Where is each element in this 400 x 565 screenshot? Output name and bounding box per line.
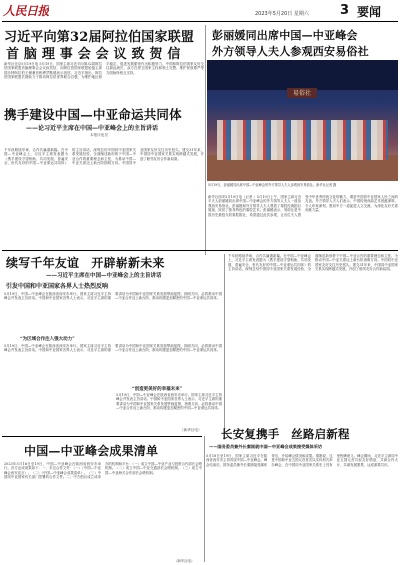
source-credit: （新华社电）: [180, 428, 202, 432]
stage-curtain: [207, 60, 398, 90]
headline: 彭丽媛同出席中国—中亚峰会: [212, 29, 358, 42]
theatre-sign: 易俗社: [287, 88, 317, 98]
headline: 续写千年友谊 开辟崭新未来: [6, 256, 165, 270]
source-credit: （新华社电）: [174, 559, 195, 563]
subheadline: ——国务委员兼外长秦刚就中国—中亚峰会成果接受媒体采访: [209, 444, 323, 449]
issue-date: 2023年5月20日 星期六: [255, 11, 309, 17]
subheadline-line2: 引发中国和中亚国家各界人士热烈反响: [6, 283, 109, 290]
article-body: 5月19日，中国—中亚峰会在陕西省西安市举行。国家主席习近平主持峰会并发表主旨讲话。中国和中亚国家各界人士表示，习近平主席的重要讲话为中国和中亚国家关系发展擘画蓝图，指明方向，必将推动中国—中亚合作迈上新台阶，推动构建更加紧密的中国—中亚命运共同体。: [4, 292, 222, 301]
column-divider: [204, 436, 205, 562]
headline: 习近平向第32届阿拉伯国家联盟: [4, 30, 195, 45]
performers-group: [217, 120, 388, 160]
photo-caption: 5月19日，彭丽媛同出席中国—中亚峰会的外方领导人夫人参观西安易俗社。新华社记者 摄: [208, 183, 337, 187]
headline-line2: 外方领导人夫人参观西安易俗社: [212, 45, 369, 58]
article-body: 千年丝路续华章，合作共赢谱新篇。在中国—中亚峰会上，习近平主席发表题为《携手建设守望相助、共同发展、普遍安全、世代友好的中国—中亚命运共同体》的主旨讲话，深刻总结中国同中亚国家关系发展经验，全面阐述新形势下中国—中亚合作的重要理念和主张，为推动中国—中亚关系迈上新台阶指明方向。中国同中亚国家友好交往历史悠久。建交31年来，中国同中亚国家关系实现跨越式发展，开创了睦邻友好合作新局面。: [4, 148, 204, 166]
article-commentary: [2, 103, 202, 143]
article-body: 2023年5月18日至19日，中国—中亚峰会在陕西省西安市举行。各方达成成果如下：一、多边合作文件：（一）《中国—中亚峰会西安宣言》。（二）《中国—中亚峰会成果清单》。（三）中国同中亚国家有关部门签署的合作文件。二、中方倡议成立或举办的机制和平台：（一）成立中国—中亚产业与投资合作部长会晤机制。（二）成立中国—中亚交通部长会晤机制。（三）成立中国—中亚海关合作部长会晤机制。: [4, 462, 202, 480]
subheadline: ——论习近平主席在中国—中亚峰会上的主旨讲话: [26, 125, 159, 132]
section-rule: [2, 250, 398, 251]
article-body: 5月18日至19日，国家主席习近平在陕西省西安市主持首届中国—中亚峰会。峰会结束后，国务委员兼外长秦刚接受媒体采访，介绍峰会情况和成果。秦刚说，这是中国和中亚五国元首首次以实体形式举办峰会，在中国同中亚国家关系史上具有里程碑意义。峰会期间，习近平主席同中亚五国元首共叙友好情谊，共商合作大计，共谋发展愿景，达成重要共识。: [206, 454, 398, 467]
masthead: [0, 0, 400, 22]
column-divider: [205, 25, 206, 255]
inner-heading: “为区域合作注入强大动力”: [20, 337, 75, 342]
section-rule: [2, 436, 202, 437]
column-divider: [224, 254, 225, 434]
headline-line2: 首 脑 理 事 会 会 议 致 贺 信: [6, 47, 181, 62]
section-name: 要闻: [357, 5, 382, 19]
article-body: 新华社北京5月19日电 5月19日，国家主席习近平向第32届阿拉伯国家联盟首脑理事会会议致贺信，向阿拉伯国家联盟轮值主席国沙特阿拉伯王储兼首相穆罕默德表示祝贺。习近平指出，阿拉伯国家联盟长期致力于推动阿拉伯世界联合自强，为维护地区和平稳定、促进发展繁荣作出积极努力。中国和阿拉伯国家友好交往源远流长，双方在捍卫国家主权和领土完整、维护民族尊严等方面始终相互支持。: [4, 62, 204, 80]
masthead-rule: [2, 21, 398, 22]
headline: 长安复携手 丝路启新程: [221, 427, 350, 441]
news-photo: [207, 60, 398, 181]
commentary-continued: 千年丝路续华章，合作共赢谱新篇。在中国—中亚峰会上，习近平主席发表题为《携手建设守望相助、共同发展、普遍安全、世代友好的中国—中亚命运共同体》的主旨讲话，深刻总结中国同中亚国家关系发展经验，全面阐述新形势下中国—中亚合作的重要理念和主张，为推动中国—中亚关系迈上新台阶指明方向。中国同中亚国家友好交往历史悠久。建交31年来，中国同中亚国家关系实现跨越式发展，开创了睦邻友好合作新局面。: [228, 254, 398, 272]
inner-heading: “创造更美好的幸福未来”: [132, 387, 183, 392]
article-body-continued: 5月19日，中国—中亚峰会在陕西省西安市举行。国家主席习近平主持峰会并发表主旨讲话。中国和中亚国家各界人士表示，习近平主席的重要讲话为中国和中亚国家关系发展擘画蓝图，指明方向，必将推动中国—中亚合作迈上新台阶，推动构建更加紧密的中国—中亚命运共同体。: [4, 344, 222, 353]
headline: 携手建设中国—中亚命运共同体: [4, 107, 182, 122]
headline: 中国—中亚峰会成果清单: [24, 444, 159, 458]
article-body: 新华社西安5月19日电（记者 ）5月19日上午，国家主席习近平夫人彭丽媛同出席中国—中亚峰会的外方领导人夫人一道参观西安易俗社。彭丽媛和外方领导人夫人观看了秦腔经典剧目展演，欣赏了独具特色的秦腔艺术。彭丽媛表示，易俗社是中国历史最悠久的秦腔剧社，希望通过此次参观，让各位夫人感受中华优秀传统文化的魅力，增进中国同中亚国家人民之间的友谊。外方领导人夫人们表示，中国传统戏曲艺术底蕴深厚，令人印象深刻，愿同中方一道促进人文交流，为深化友好关系贡献力量。: [208, 195, 398, 217]
article-body-end: 5月19日，中国—中亚峰会在陕西省西安市举行。国家主席习近平主持峰会并发表主旨讲话。中国和中亚国家各界人士表示，习近平主席的重要讲话为中国和中亚国家关系发展擘画蓝图，指明方向，必将推动中国—中亚合作迈上新台阶，推动构建更加紧密的中国—中亚命运共同体。: [116, 393, 222, 411]
page-number: 3: [340, 3, 350, 18]
newspaper-logo: 人民日报: [3, 4, 50, 18]
subheadline: ——习近平主席在中国—中亚峰会上的主旨讲话: [46, 273, 162, 279]
byline: 本报评论员: [90, 133, 108, 137]
